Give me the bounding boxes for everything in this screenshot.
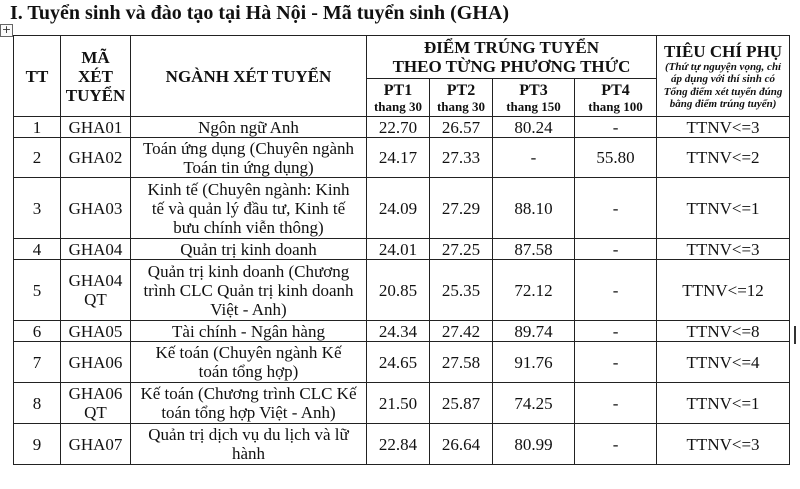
section-title: I. Tuyển sinh và đào tạo tại Hà Nội - Mã tuyển sinh (GHA) <box>10 2 509 24</box>
cell-pt1: 24.17 <box>367 138 430 178</box>
cell-pt1: 24.01 <box>367 239 430 260</box>
cell-criteria: TTNV<=4 <box>657 342 790 383</box>
cell-major: Kinh tế (Chuyên ngành: Kinh tế và quản lý đầu tư, Kinh tế bưu chính viễn thông) <box>131 178 367 239</box>
cell-pt4: - <box>575 321 657 342</box>
cell-pt4: - <box>575 342 657 383</box>
header-scores: ĐIỂM TRÚNG TUYỂN THEO TỪNG PHƯƠNG THỨC <box>367 36 657 79</box>
cell-code: GHA06 <box>61 342 131 383</box>
cell-pt3: 72.12 <box>493 260 575 321</box>
cell-pt3: 91.76 <box>493 342 575 383</box>
table-row <box>14 138 790 178</box>
cell-code: GHA02 <box>61 138 131 178</box>
table-row <box>14 383 790 424</box>
text-cursor-mark <box>794 326 796 344</box>
cell-pt3: 80.24 <box>493 117 575 138</box>
cell-pt2: 27.58 <box>430 342 493 383</box>
cell-major: Toán ứng dụng (Chuyên ngành Toán tin ứng dụng) <box>131 138 367 178</box>
table-row <box>14 424 790 465</box>
cell-major: Kế toán (Chuyên ngành Kế toán tổng hợp) <box>131 342 367 383</box>
cell-pt2: 25.35 <box>430 260 493 321</box>
table-move-handle-icon[interactable]: + <box>1 23 12 36</box>
table-row <box>14 239 790 260</box>
cell-tt: 7 <box>14 342 61 383</box>
cell-tt: 3 <box>14 178 61 239</box>
cell-pt3: 74.25 <box>493 383 575 424</box>
header-row-1 <box>14 36 790 79</box>
cell-pt4: 55.80 <box>575 138 657 178</box>
cell-major: Ngôn ngữ Anh <box>131 117 367 138</box>
header-tt: TT <box>14 36 61 117</box>
cell-pt2: 27.33 <box>430 138 493 178</box>
cell-major: Tài chính - Ngân hàng <box>131 321 367 342</box>
table-row <box>14 342 790 383</box>
cell-criteria: TTNV<=3 <box>657 239 790 260</box>
cell-criteria: TTNV<=2 <box>657 138 790 178</box>
cell-pt1: 24.09 <box>367 178 430 239</box>
table-row <box>14 321 790 342</box>
cell-pt1: 20.85 <box>367 260 430 321</box>
cell-criteria: TTNV<=3 <box>657 424 790 465</box>
header-major: NGÀNH XÉT TUYỂN <box>131 36 367 117</box>
table-row <box>14 117 790 138</box>
cell-pt4: - <box>575 239 657 260</box>
cell-pt2: 27.29 <box>430 178 493 239</box>
cell-pt2: 25.87 <box>430 383 493 424</box>
cell-pt3: 89.74 <box>493 321 575 342</box>
cell-pt4: - <box>575 260 657 321</box>
cell-code: GHA06 QT <box>61 383 131 424</box>
cell-tt: 4 <box>14 239 61 260</box>
cell-major: Quản trị dịch vụ du lịch và lữ hành <box>131 424 367 465</box>
cell-pt1: 24.34 <box>367 321 430 342</box>
cell-pt3: 88.10 <box>493 178 575 239</box>
cell-major: Quản trị kinh doanh (Chương trình CLC Quản trị kinh doanh Việt - Anh) <box>131 260 367 321</box>
cell-tt: 2 <box>14 138 61 178</box>
cell-pt2: 27.42 <box>430 321 493 342</box>
cell-pt1: 24.65 <box>367 342 430 383</box>
cell-code: GHA01 <box>61 117 131 138</box>
cell-pt3: 87.58 <box>493 239 575 260</box>
cell-pt1: 22.70 <box>367 117 430 138</box>
cell-pt3: - <box>493 138 575 178</box>
cell-code: GHA04 <box>61 239 131 260</box>
cell-tt: 9 <box>14 424 61 465</box>
cell-criteria: TTNV<=12 <box>657 260 790 321</box>
header-method-pt4: PT4 thang 100 <box>575 79 657 117</box>
cell-tt: 6 <box>14 321 61 342</box>
cell-pt4: - <box>575 117 657 138</box>
cell-tt: 1 <box>14 117 61 138</box>
cell-major: Kế toán (Chương trình CLC Kế toán tổng hợp Việt - Anh) <box>131 383 367 424</box>
cell-pt2: 26.64 <box>430 424 493 465</box>
cell-criteria: TTNV<=8 <box>657 321 790 342</box>
cell-pt2: 27.25 <box>430 239 493 260</box>
cell-pt4: - <box>575 383 657 424</box>
header-code: MÃ XÉT TUYỂN <box>61 36 131 117</box>
cell-pt4: - <box>575 178 657 239</box>
cell-pt2: 26.57 <box>430 117 493 138</box>
cell-code: GHA05 <box>61 321 131 342</box>
header-method-pt2: PT2 thang 30 <box>430 79 493 117</box>
cell-criteria: TTNV<=1 <box>657 178 790 239</box>
table-row <box>14 260 790 321</box>
admission-scores-table <box>13 35 790 465</box>
header-sub-criteria: TIÊU CHÍ PHỤ (Thứ tự nguyện vọng, chỉ áp dụng với thí sinh có Tổng điểm xét tuyển đúng bằng điểm trúng tuyển) <box>657 36 790 117</box>
cell-tt: 8 <box>14 383 61 424</box>
cell-pt1: 21.50 <box>367 383 430 424</box>
cell-criteria: TTNV<=3 <box>657 117 790 138</box>
cell-code: GHA03 <box>61 178 131 239</box>
cell-major: Quản trị kinh doanh <box>131 239 367 260</box>
cell-pt1: 22.84 <box>367 424 430 465</box>
table-row <box>14 178 790 239</box>
header-method-pt1: PT1 thang 30 <box>367 79 430 117</box>
cell-pt4: - <box>575 424 657 465</box>
cell-code: GHA04 QT <box>61 260 131 321</box>
header-method-pt3: PT3 thang 150 <box>493 79 575 117</box>
cell-criteria: TTNV<=1 <box>657 383 790 424</box>
cell-pt3: 80.99 <box>493 424 575 465</box>
cell-tt: 5 <box>14 260 61 321</box>
cell-code: GHA07 <box>61 424 131 465</box>
